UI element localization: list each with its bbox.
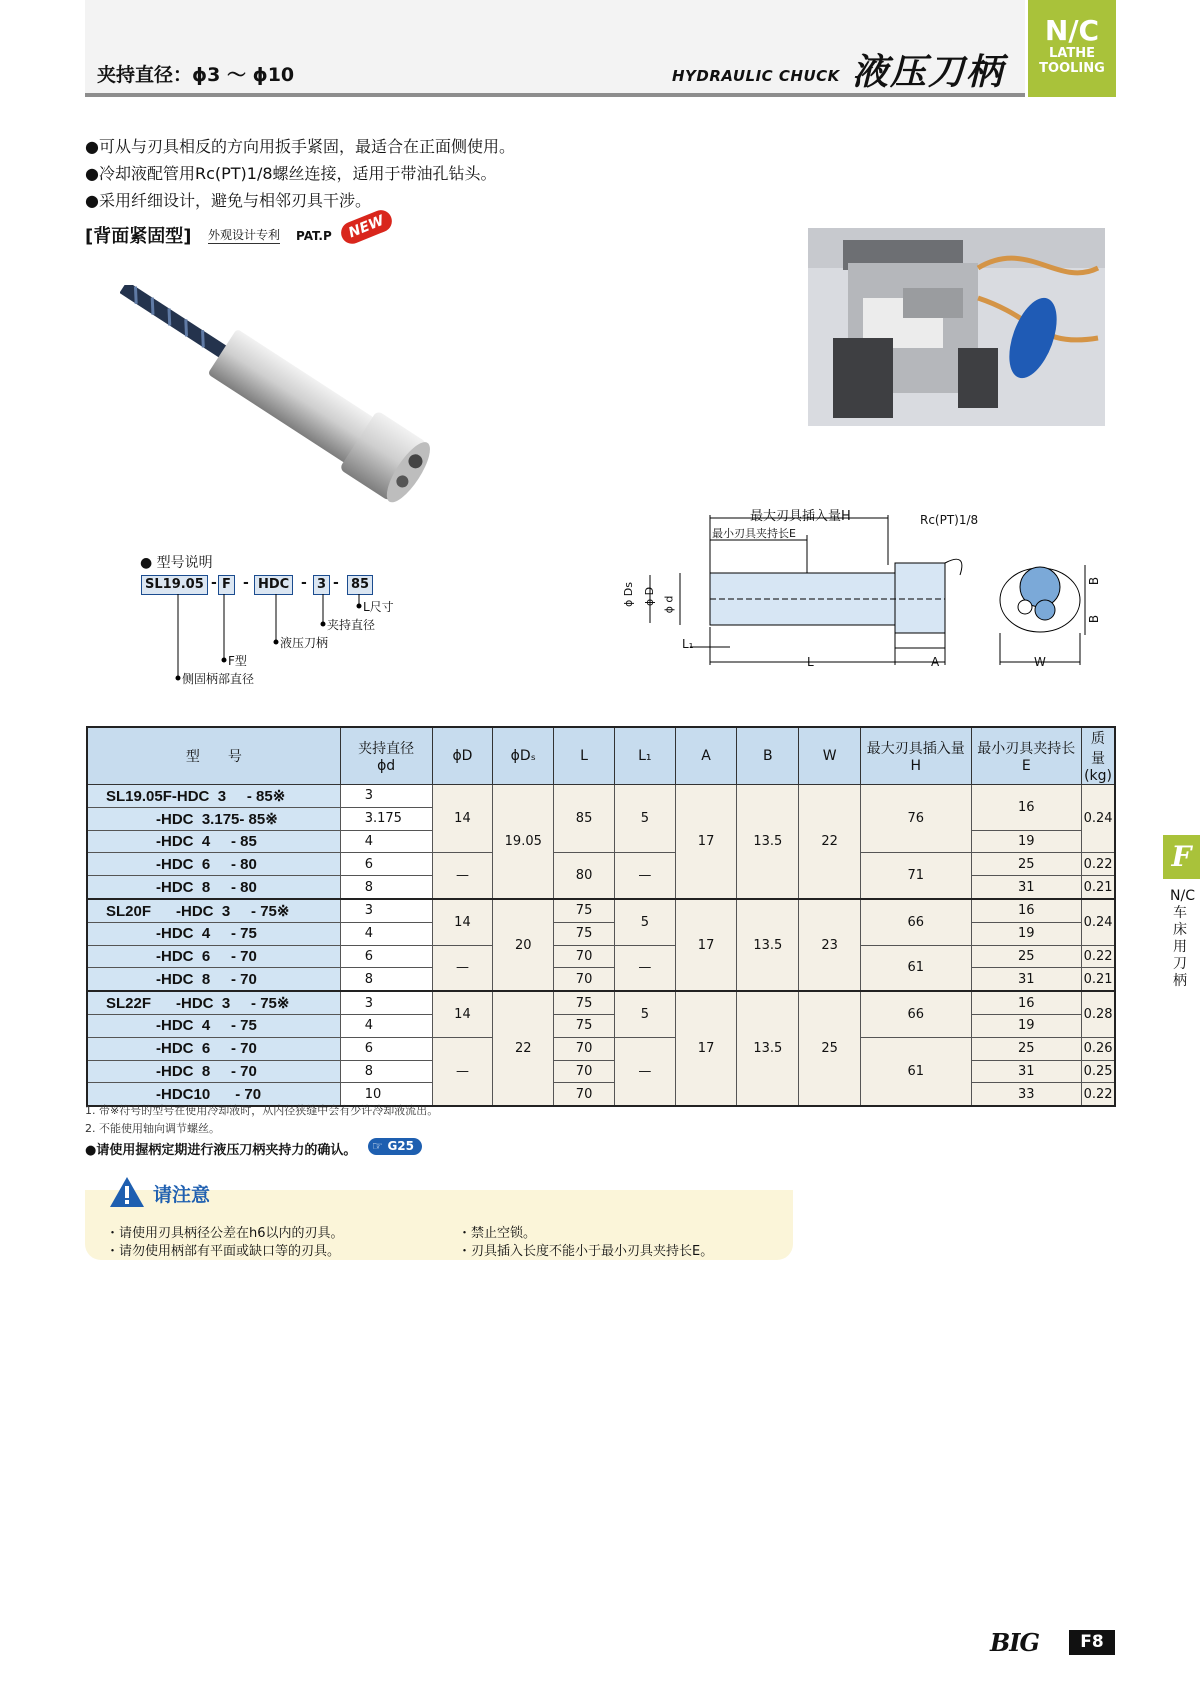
code-series: HDC xyxy=(254,575,293,595)
col-Ds: ϕDₛ xyxy=(493,727,554,785)
table-row: -HDC 6 - 80 6 — 80 — 71 25 0.22 xyxy=(87,853,1115,876)
product-photo xyxy=(120,285,490,515)
section-tab-label: N/C车床用刀柄 xyxy=(1170,888,1195,989)
caution-item-2: ・请勿使用柄部有平面或缺口等的刃具。 xyxy=(106,1244,341,1259)
page-number: F8 xyxy=(1069,1630,1115,1655)
table-row: -HDC 6 - 70 6 — 70 — 61 25 0.22 xyxy=(87,945,1115,968)
model-cell: -HDC 6 - 80 xyxy=(87,853,340,876)
dim-phi-d-outer: ϕ D xyxy=(643,586,657,607)
annot-hydraulic: 液压刀柄 xyxy=(280,636,329,650)
dim-phi-d-inner: ϕ d xyxy=(662,595,676,614)
spec-table xyxy=(86,726,1116,1107)
dim-b-top: B xyxy=(1087,576,1102,586)
table-row: -HDC 6 - 70 6 — 70 — 61 25 0.26 xyxy=(87,1037,1115,1060)
model-cell: -HDC 3.175- 85※ xyxy=(87,807,340,830)
model-cell: -HDC 4 - 85 xyxy=(87,830,340,853)
section-tab[interactable]: F xyxy=(1163,835,1200,879)
caution-title: 请注意 xyxy=(153,1184,211,1206)
model-cell: -HDC 8 - 80 xyxy=(87,876,340,899)
model-cell: -HDC 4 - 75 xyxy=(87,1014,340,1037)
caution-item-3: ・禁止空锁。 xyxy=(458,1226,537,1241)
feature-1: ●可从与刃具相反的方向用扳手紧固，最适合在正面侧使用。 xyxy=(85,137,515,156)
col-H: 最大刃具插入量 H xyxy=(861,727,971,785)
table-row: -HDC 8 - 70 8 70 31 0.25 xyxy=(87,1060,1115,1083)
model-cell: -HDC 6 - 70 xyxy=(87,1037,340,1060)
technical-drawing xyxy=(620,515,1100,675)
code-length: 85 xyxy=(347,575,373,595)
code-diameter: 3 xyxy=(313,575,330,595)
feature-2: ●冷却液配管用Rc(PT)1/8螺丝连接，适用于带油孔钻头。 xyxy=(85,164,497,183)
warning-icon xyxy=(108,1175,146,1209)
col-mass: 质量 (kg) xyxy=(1082,727,1115,785)
chuck-body xyxy=(208,329,376,464)
patent-pending-label: PAT.P xyxy=(296,229,332,243)
dim-rc-label: Rc(PT)1/8 xyxy=(920,513,979,527)
table-row: -HDC 4 - 75 4 75 19 xyxy=(87,1014,1115,1037)
table-row: -HDC 8 - 80 8 31 0.21 xyxy=(87,876,1115,899)
model-cell: -HDC 8 - 70 xyxy=(87,1060,340,1083)
model-cell: SL20F -HDC 3 - 75※ xyxy=(87,899,340,922)
annot-l-size: L尺寸 xyxy=(363,600,394,614)
dim-w: W xyxy=(1034,655,1046,669)
clamp-diameter-range: 夹持直径：ϕ3 〜 ϕ10 xyxy=(97,64,295,86)
col-clamp-d: 夹持直径 ϕd xyxy=(340,727,432,785)
category-badge xyxy=(1028,0,1116,97)
dim-max-insert-label: 最大刃具插入量H xyxy=(750,509,851,524)
code-type: F xyxy=(218,575,235,595)
annot-side-shank: 侧固柄部直径 xyxy=(182,672,255,686)
model-cell: -HDC 4 - 75 xyxy=(87,922,340,945)
col-D: ϕD xyxy=(432,727,493,785)
dim-a: A xyxy=(931,655,940,669)
new-badge: NEW xyxy=(338,207,395,247)
model-cell: SL22F -HDC 3 - 75※ xyxy=(87,991,340,1014)
table-row: SL19.05F-HDC 3 - 85※ 3 14 19.05 85 5 17 13.5 22 76 16 0.24 xyxy=(87,785,1115,808)
feature-3: ●采用纤细设计，避免与相邻刃具干涉。 xyxy=(85,191,371,210)
type-subheading: [背面紧固型] xyxy=(85,226,192,247)
category-badge-title: N/C xyxy=(1044,14,1100,47)
col-A: A xyxy=(675,727,737,785)
table-row: -HDC 4 - 85 4 19 xyxy=(87,830,1115,853)
category-badge-line2: TOOLING xyxy=(1039,61,1105,76)
annot-f-type: F型 xyxy=(228,654,247,668)
model-cell: -HDC 8 - 70 xyxy=(87,968,340,991)
page-reference-link[interactable] xyxy=(368,1138,422,1155)
title-english: HYDRAULIC CHUCK xyxy=(672,67,840,85)
brand-logo: BIG xyxy=(990,1628,1040,1657)
table-row: -HDC 3.175- 85※ 3.175 xyxy=(87,807,1115,830)
table-row: -HDC10 - 70 10 70 33 0.22 xyxy=(87,1083,1115,1106)
caution-item-1: ・请使用刃具柄径公差在h6以内的刃具。 xyxy=(106,1226,344,1241)
page-reference-label: G25 xyxy=(387,1139,414,1153)
page-title: 液压刀柄 xyxy=(852,52,1005,93)
model-cell: -HDC10 - 70 xyxy=(87,1083,340,1106)
table-row: SL22F -HDC 3 - 75※ 3 14 22 75 5 17 13.5 25 66 16 0.28 xyxy=(87,991,1115,1014)
model-explain-title: ● 型号说明 xyxy=(140,555,213,571)
col-model: 型 号 xyxy=(87,727,340,785)
col-L: L xyxy=(554,727,615,785)
model-cell: -HDC 6 - 70 xyxy=(87,945,340,968)
col-B: B xyxy=(737,727,799,785)
model-cell: SL19.05F-HDC 3 - 85※ xyxy=(87,785,340,808)
machine-photo xyxy=(808,228,1105,426)
dim-min-clamp-label: 最小刃具夹持长E xyxy=(712,527,796,540)
dim-phi-ds: ϕ Ds xyxy=(621,582,635,607)
col-L1: L₁ xyxy=(614,727,675,785)
dim-l1: L₁ xyxy=(682,637,694,651)
table-row: SL20F -HDC 3 - 75※ 3 14 20 75 5 17 13.5 23 66 16 0.24 xyxy=(87,899,1115,922)
patent-label: 外观设计专利 xyxy=(208,228,281,242)
dim-l: L xyxy=(807,655,814,669)
col-E: 最小刃具夹持长 E xyxy=(971,727,1082,785)
col-W: W xyxy=(799,727,861,785)
category-badge-line1: LATHE xyxy=(1049,46,1095,61)
note-1: 1. 带※符号的型号在使用冷却液时，从内径狭缝中会有少许冷却液流出。 xyxy=(85,1104,439,1117)
code-shank: SL19.05 xyxy=(141,575,208,595)
table-row: -HDC 4 - 75 4 75 19 xyxy=(87,922,1115,945)
dim-b-bottom: B xyxy=(1087,614,1102,624)
caution-item-4: ・刃具插入长度不能小于最小刃具夹持长E。 xyxy=(458,1244,714,1259)
note-2: 2. 不能使用轴向调节螺丝。 xyxy=(85,1122,220,1135)
annot-clamp-diameter: 夹持直径 xyxy=(327,618,376,632)
table-row: -HDC 8 - 70 8 70 31 0.21 xyxy=(87,968,1115,991)
check-note: ●请使用握柄定期进行液压刀柄夹持力的确认。 xyxy=(85,1143,357,1158)
pointing-hand-icon: ☞ xyxy=(372,1139,383,1153)
